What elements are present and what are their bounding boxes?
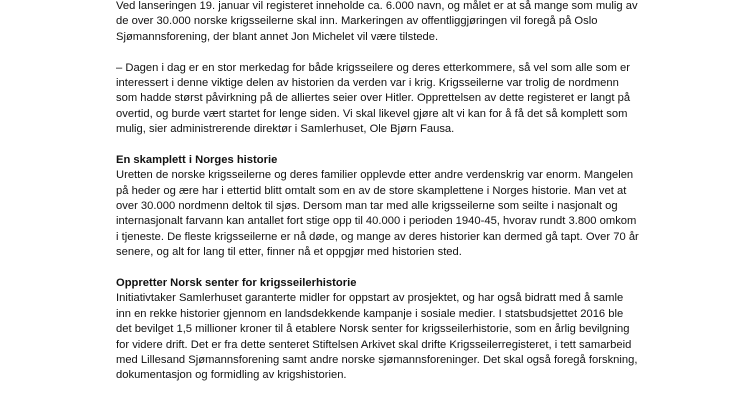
text-line: på heder og ære har i ettertid blitt omtalt som en av de store skamplettene i Norges historie. Man vet at <box>116 184 627 197</box>
paragraph-launch <box>116 0 676 45</box>
paragraph-spacer <box>116 138 676 153</box>
text-line: med Lillesand Sjømannsforening samt andre norske sjømannsforeninger. Det skal også foregå forskning, <box>116 353 638 366</box>
paragraph-spacer <box>116 261 676 276</box>
text-line: mulig, sier administrerende direktør i Samlerhuset, Ole Bjørn Fausa. <box>116 123 455 136</box>
text-line: senere, og alt for lang til etter, finner nå et oppgjør med historien sted. <box>116 246 462 259</box>
text-line: de over 30.000 norske krigsseilerne skal inn. Markeringen av offentliggjøringen vil foregå på Oslo <box>116 15 598 28</box>
text-line: – Dagen i dag er en stor merkedag for både krigsseilere og deres etterkommere, så vel som alle som er <box>116 61 631 74</box>
paragraph-quote <box>116 61 676 138</box>
text-line: interessert i denne viktige delen av historien da verden var i krig. Krigsseilerne var trolig de nordmenn <box>116 76 619 89</box>
paragraph-center <box>116 291 676 383</box>
text-line: for videre drift. Det er fra dette senteret Stiftelsen Arkivet skal drifte Krigsseilerregisteret, i tett samarbeid <box>116 338 632 351</box>
text-line: som hadde størst påvirkning på de alliertes seier over Hitler. Opprettelsen av dette registeret er langt på <box>116 92 631 105</box>
text-line: Uretten de norske krigsseilerne og deres familier opplevde etter andre verdenskrig var enorm. Mangelen <box>116 169 634 182</box>
text-line: Ved lanseringen 19. januar vil registeret inneholde ca. 6.000 navn, og målet er at så mange som mulig av <box>116 0 638 12</box>
text-line: dokumentasjon og formidling av krigshistorien. <box>116 369 347 382</box>
text-line: internasjonalt farvann kan antallet fort stige opp til 40.000 i perioden 1940-45, hvorav rundt 3.800 omkom <box>116 215 637 228</box>
document-page <box>116 0 676 384</box>
text-line: det bevilget 1,5 millioner kroner til å etablere Norsk senter for krigsseilerhistorie, som en årlig bevilgning <box>116 323 630 336</box>
section-heading: Oppretter Norsk senter for krigsseilerhistorie <box>116 277 357 290</box>
text-line: Sjømannsforening, der blant annet Jon Michelet vil være tilstede. <box>116 30 439 43</box>
text-line: Initiativtaker Samlerhuset garanterte midler for oppstart av prosjektet, og har også bidratt med å samle <box>116 292 624 305</box>
text-line: over 30.000 nordmenn deltok til sjøs. Dersom man tar med alle krigsseilerne som seilte i nasjonalt og <box>116 200 618 213</box>
section-heading: En skamplett i Norges historie <box>116 153 278 166</box>
text-line: i tjeneste. De fleste krigsseilerne er nå døde, og mange av deres historier kan dermed gå tapt. Over 70 år <box>116 230 639 243</box>
text-line: overtid, og burde vært startet for lenge siden. Vi skal likevel gjøre alt vi kan for å få det så komplett som <box>116 107 628 120</box>
text-line: inn en rekke historier gjennom en landsdekkende kampanje i sosiale medier. I statsbudsjettet 2016 ble <box>116 307 624 320</box>
paragraph-shame <box>116 168 676 260</box>
paragraph-spacer <box>116 45 676 60</box>
